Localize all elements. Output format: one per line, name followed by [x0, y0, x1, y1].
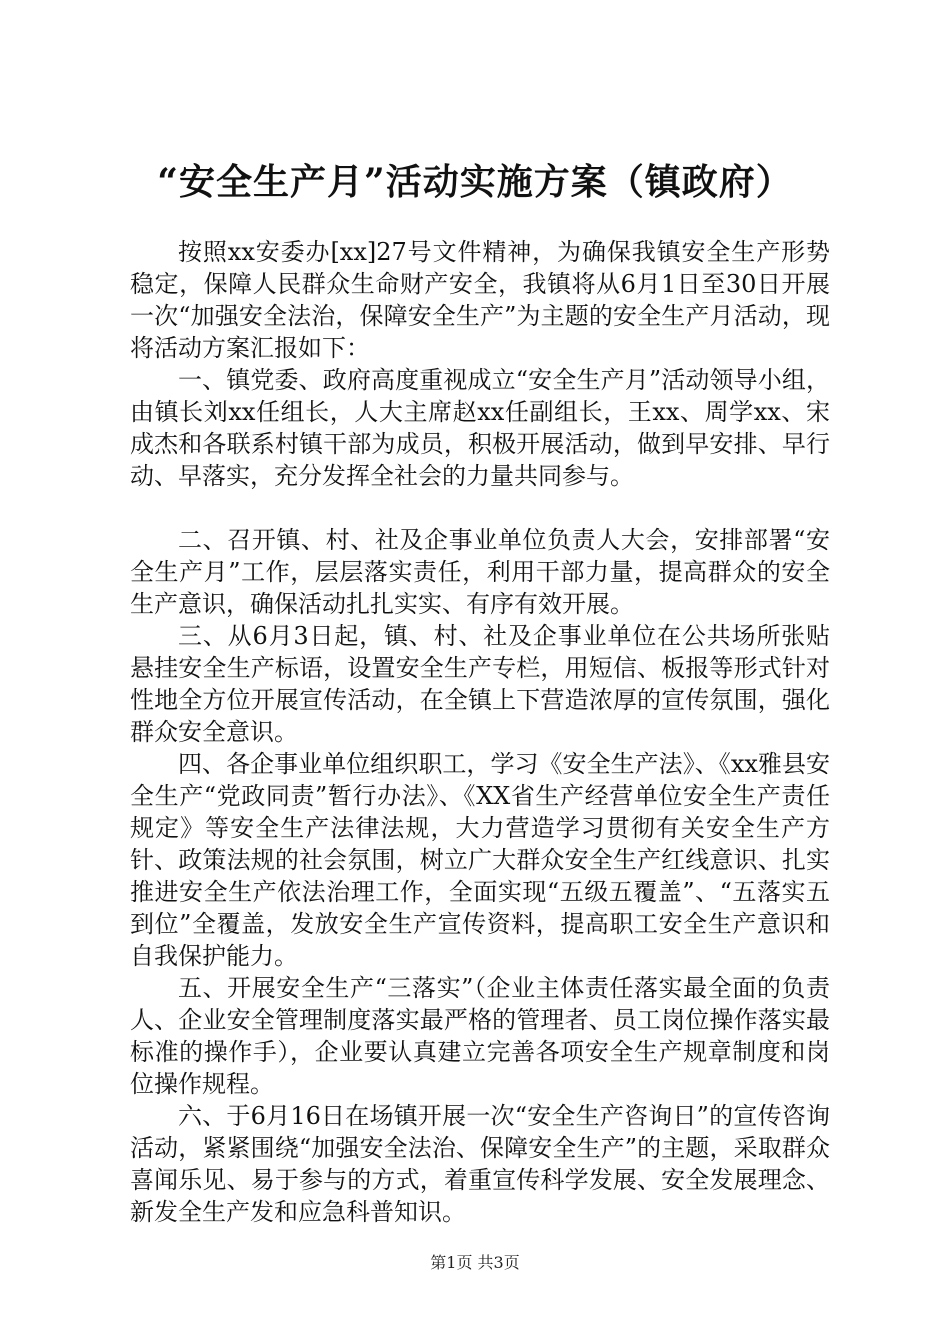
paragraph-intro: 按照xx安委办[xx]27号文件精神，为确保我镇安全生产形势稳定，保障人民群众生命财产安全，我镇将从6月1日至30日开展一次“加强安全法治，保障安全生产”为主题的安全生产月活动，现将活动方案汇报如下：: [130, 238, 830, 362]
paragraph-item-1: 一、镇党委、政府高度重视成立“安全生产月”活动领导小组，由镇长刘xx任组长，人大主席赵xx任副组长，王xx、周学xx、宋成杰和各联系村镇干部为成员，积极开展活动，做到早安排、早行动、早落实，充分发挥全社会的力量共同参与。: [130, 366, 830, 490]
paragraph-item-3: 三、从6月3日起，镇、村、社及企事业单位在公共场所张贴悬挂安全生产标语，设置安全生产专栏，用短信、板报等形式针对性地全方位开展宣传活动，在全镇上下营造浓厚的宣传氛围，强化群众安全意识。: [130, 622, 830, 746]
document-title: “安全生产月”活动实施方案（镇政府）: [157, 161, 793, 203]
paragraph-item-4: 四、各企事业单位组织职工，学习《安全生产法》、《xx雅县安全生产“党政同责”暂行办法》、《XX省生产经营单位安全生产责任规定》等安全生产法律法规，大力营造学习贯彻有关安全生产方针、政策法规的社会氛围，树立广大群众安全生产红线意识、扎实推进安全生产依法治理工作，全面实现“五级五覆盖”、“五落实五到位”全覆盖，发放安全生产宣传资料，提高职工安全生产意识和自我保护能力。: [130, 750, 830, 970]
paragraph-item-6: 六、于6月16日在场镇开展一次“安全生产咨询日”的宣传咨询活动，紧紧围绕“加强安全法治、保障安全生产”的主题，采取群众喜闻乐见、易于参与的方式，着重宣传科学发展、安全发展理念、新发全生产发和应急科普知识。: [130, 1102, 830, 1226]
paragraph-item-2: 二、召开镇、村、社及企事业单位负责人大会，安排部署“安全生产月”工作，层层落实责任，利用干部力量，提高群众的安全生产意识，确保活动扎扎实实、有序有效开展。: [130, 526, 830, 618]
document-body: [130, 236, 830, 1228]
paragraph-item-5: 五、开展安全生产“三落实”（企业主体责任落实最全面的负责人、企业安全管理制度落实最严格的管理者、员工岗位操作落实最标准的操作手），企业要认真建立完善各项安全生产规章制度和岗位操作规程。: [130, 974, 830, 1098]
page-footer: 第1页 共3页: [430, 1253, 520, 1272]
